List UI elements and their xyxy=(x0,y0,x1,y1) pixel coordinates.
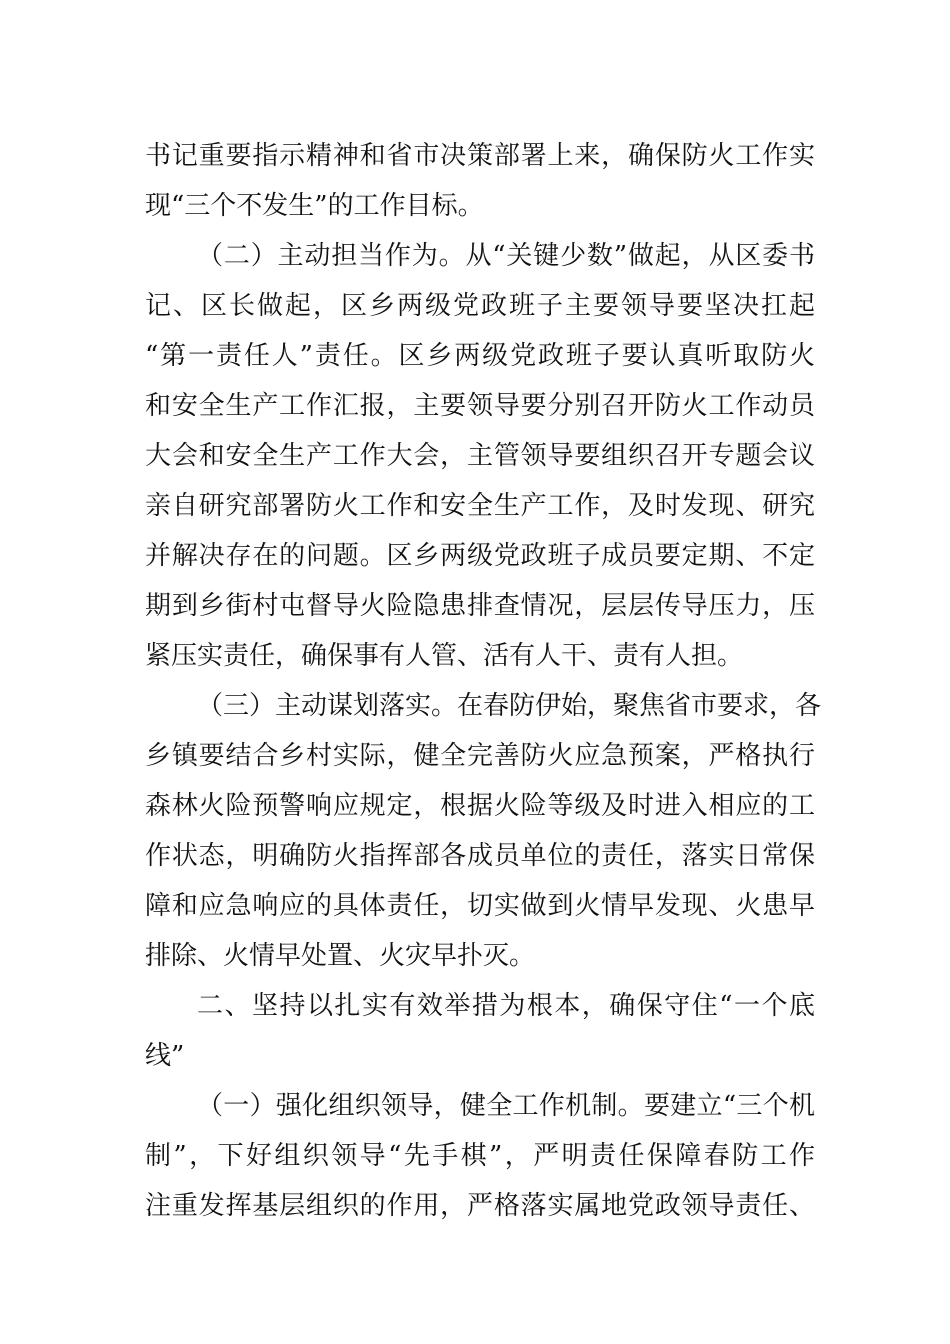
text-line: 排除、火情早处置、火灾早扑灭。 xyxy=(145,941,536,971)
text-line: 期到乡街村屯督导火险隐患排查情况，层层传导压力，压 xyxy=(145,591,815,621)
text-line: 障和应急响应的具体责任，切实做到火情早发现、火患早 xyxy=(145,891,815,921)
text-line: “第一责任人”责任。区乡两级党政班子要认真听取防火 xyxy=(145,341,815,371)
text-line: 注重发挥基层组织的作用，严格落实属地党政领导责任、 xyxy=(145,1191,815,1221)
text-line: 森林火险预警响应规定，根据火险等级及时进入相应的工 xyxy=(145,791,815,821)
text-line: 和安全生产工作汇报，主要领导要分别召开防火工作动员 xyxy=(145,391,815,421)
text-line: 作状态，明确防火指挥部各成员单位的责任，落实日常保 xyxy=(145,841,815,871)
section-heading: 线” xyxy=(145,1041,185,1071)
text-line: 记、区长做起，区乡两级党政班子主要领导要坚决扛起 xyxy=(145,291,815,321)
text-line: （二）主动担当作为。从“关键少数”做起，从区委书 xyxy=(197,241,815,271)
text-line: （一）强化组织领导，健全工作机制。要建立“三个机 xyxy=(197,1091,815,1121)
text-line: 并解决存在的问题。区乡两级党政班子成员要定期、不定 xyxy=(145,541,815,571)
text-line: 亲自研究部署防火工作和安全生产工作，及时发现、研究 xyxy=(145,491,815,521)
text-line: 乡镇要结合乡村实际，健全完善防火应急预案，严格执行 xyxy=(145,741,815,771)
text-line: 制”，下好组织领导“先手棋”，严明责任保障春防工作 xyxy=(145,1141,815,1171)
text-line: 书记重要指示精神和省市决策部署上来，确保防火工作实 xyxy=(145,141,815,171)
section-heading: 二、坚持以扎实有效举措为根本，确保守住“一个底 xyxy=(197,991,815,1021)
text-line: 现“三个不发生”的工作目标。 xyxy=(145,191,484,221)
text-line: （三）主动谋划落实。在春防伊始，聚焦省市要求，各 xyxy=(197,691,822,721)
text-line: 大会和安全生产工作大会，主管领导要组织召开专题会议 xyxy=(145,441,815,471)
text-line: 紧压实责任，确保事有人管、活有人干、责有人担。 xyxy=(145,641,744,671)
